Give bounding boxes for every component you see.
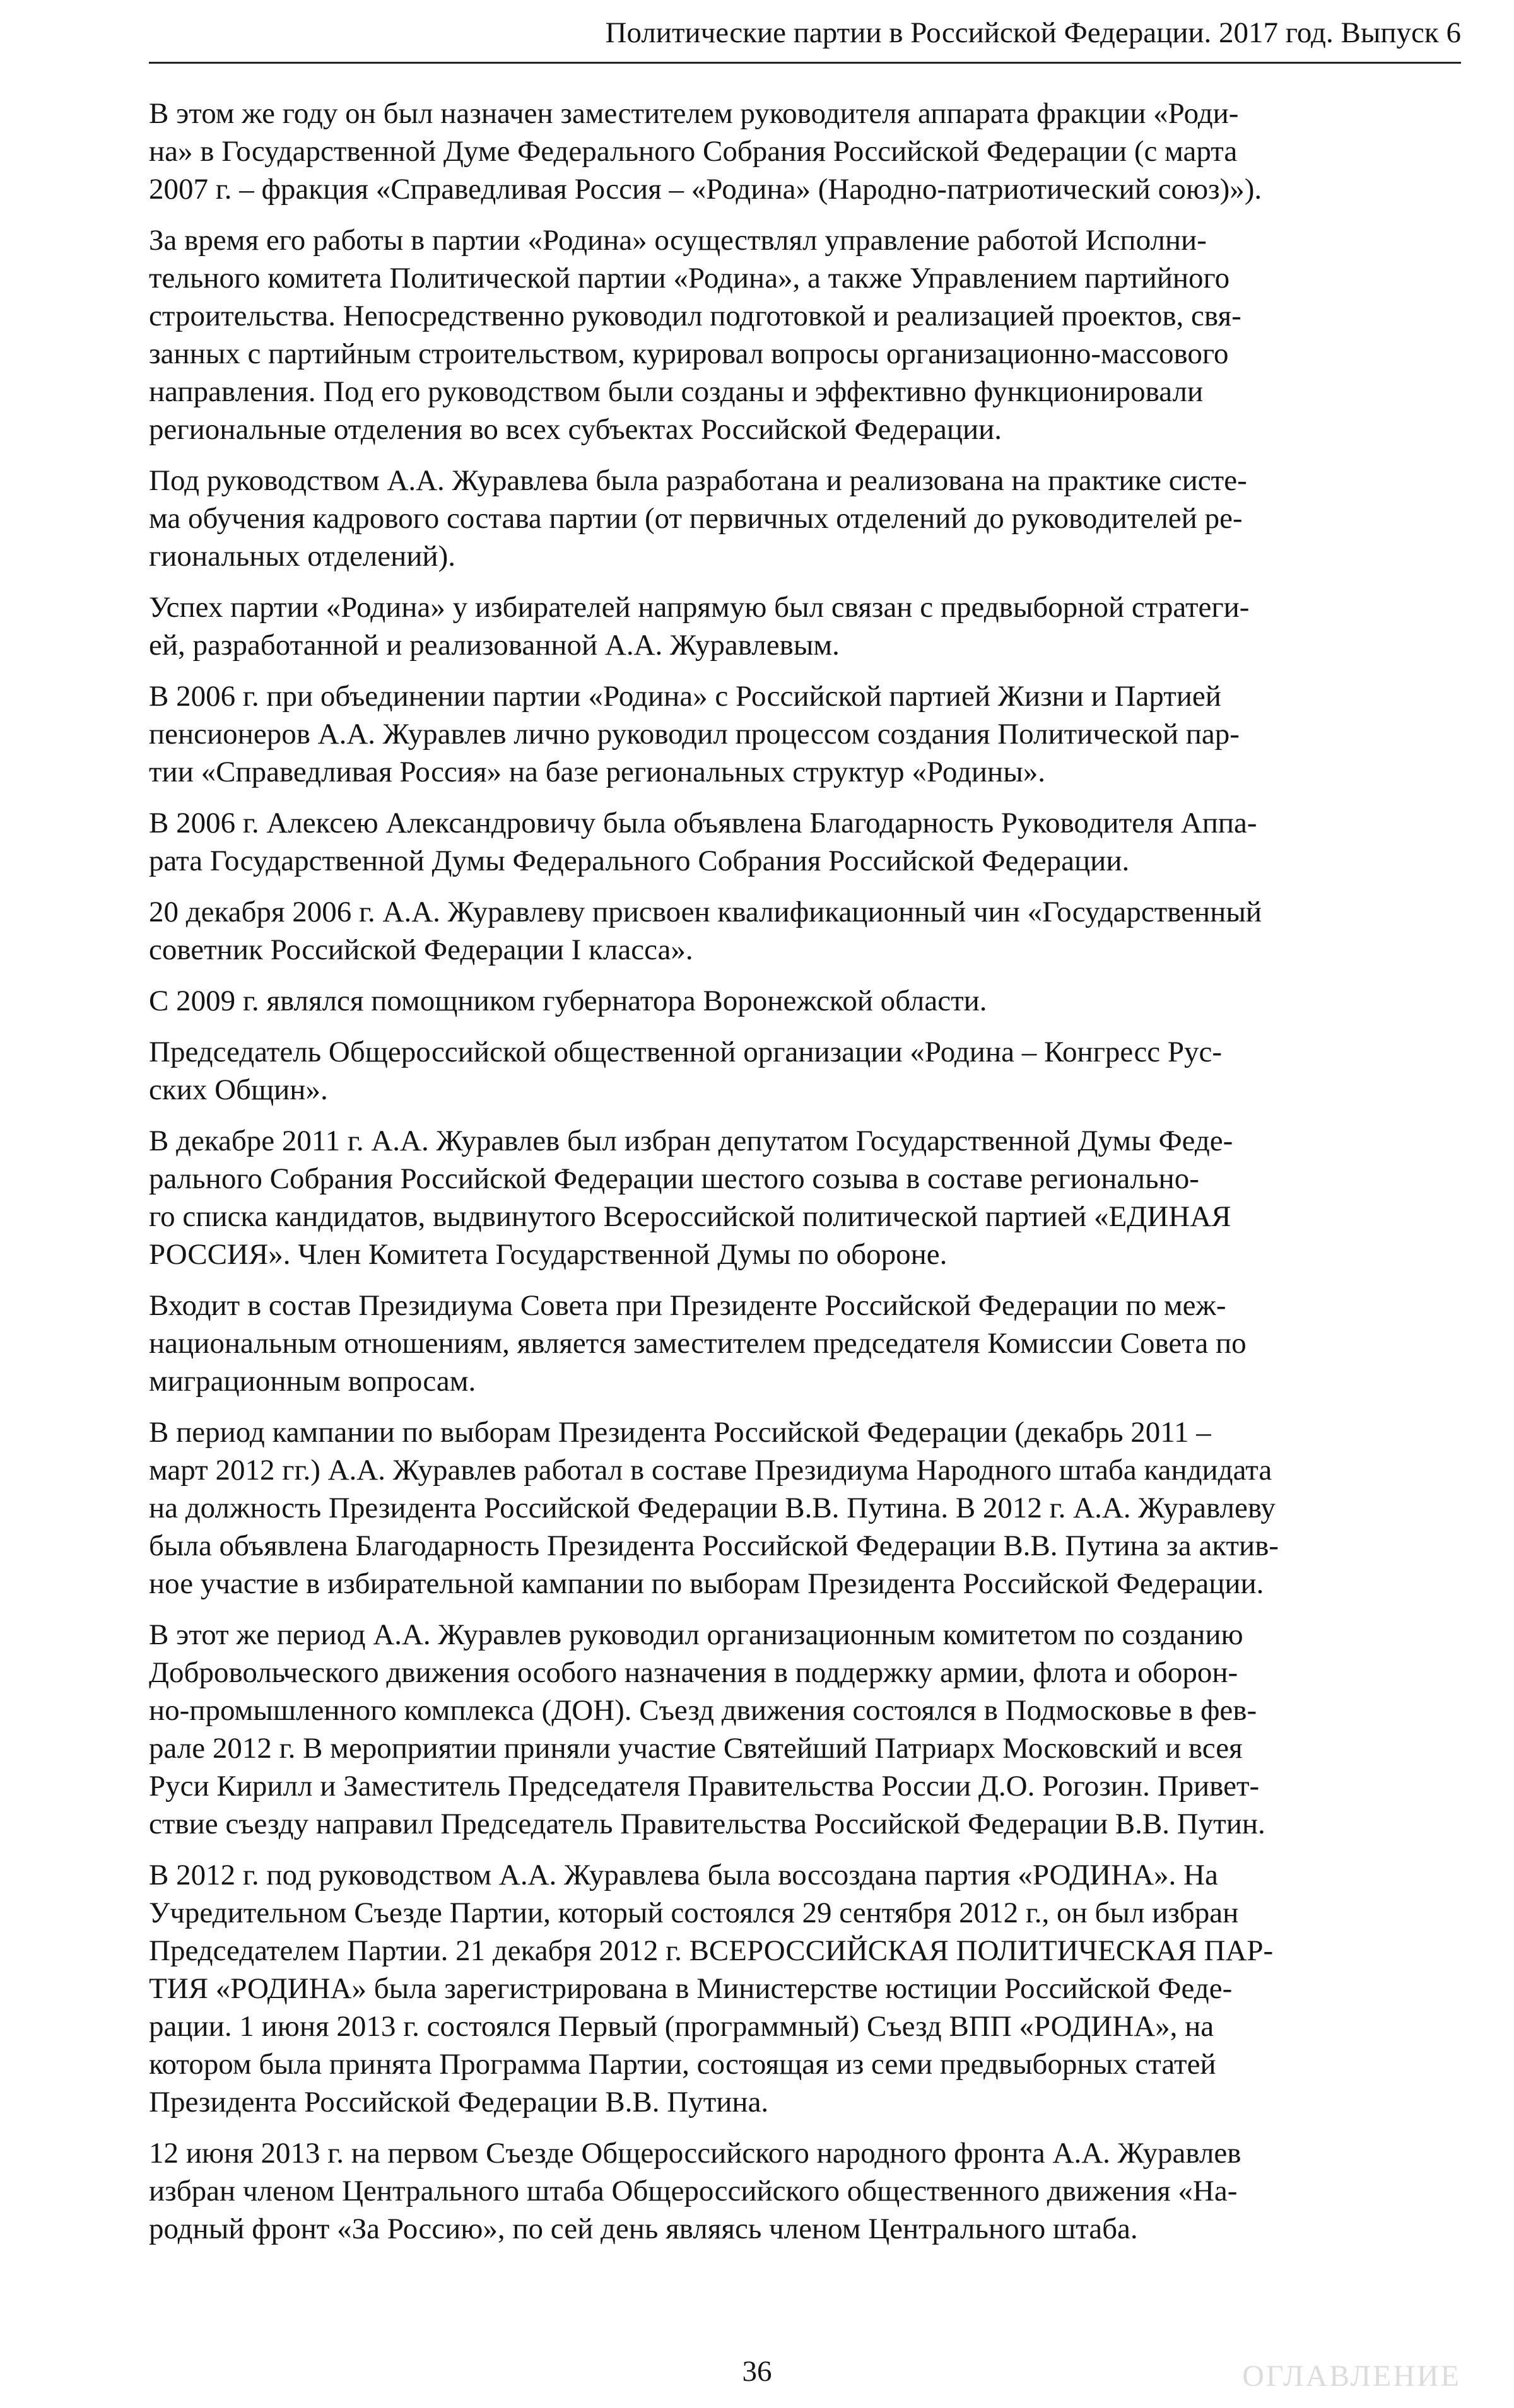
paragraph: С 2009 г. являлся помощником губернатора Воронежской области. [149,985,987,1017]
header-divider [149,62,1461,64]
paragraph: В этом же году он был назначен заместителем руководителя аппарата фракции «Роди- на» в Государственной Думе Федерального Собрания Российской Федерации (с марта 2007 г. – фракция «Справедливая Россия – «Родина» (Народно-патриотический союз)»). [149,97,1262,206]
paragraph: В 2012 г. под руководством А.А. Журавлева была воссоздана партия «РОДИНА». На Учредительном Съезде Партии, который состоялся 29 сентября 2012 г., он был избран Председателем Партии. 21 декабря 2012 г. ВСЕРОССИЙСКАЯ ПОЛИТИЧЕСКАЯ ПАР- ТИЯ «РОДИНА» была зарегистрирована в Министерстве юстиции Российской Феде- рации. 1 июня 2013 г. состоялся Первый (программный) Съезд ВПП «РОДИНА», на котором была принята Программа Партии, состоящая из семи предвыборных статей Президента Российской Федерации В.В. Путина. [149,1859,1274,2119]
body-text [149,95,1461,2261]
paragraph: Входит в состав Президиума Совета при Президенте Российской Федерации по меж- национальным отношениям, является заместителем председателя Комиссии Совета по миграционным вопросам. [149,1289,1247,1398]
paragraph: В декабре 2011 г. А.А. Журавлев был избран депутатом Государственной Думы Феде- рального Собрания Российской Федерации шестого созыва в составе регионально- го списка кандидатов, выдвинутого Всероссийской политической партией «ЕДИНАЯ РОССИЯ». Член Комитета Государственной Думы по обороне. [149,1125,1233,1271]
paragraph: В 2006 г. при объединении партии «Родина» с Российской партией Жизни и Партией пенсионеров А.А. Журавлев лично руководил процессом создания Политической пар- тии «Справедливая Россия» на базе региональных структур «Родины». [149,680,1240,788]
paragraph: Успех партии «Родина» у избирателей напрямую был связан с предвыборной стратеги- ей, разработанной и реализованной А.А. Журавлевым. [149,591,1250,662]
paragraph: В этот же период А.А. Журавлев руководил организационным комитетом по созданию Добровольческого движения особого назначения в поддержку армии, флота и оборон- но-промышленного комплекса (ДОН). Съезд движения состоялся в Подмосковье в фев- рале 2012 г. В мероприятии приняли участие Святейший Патриарх Московский и всея Руси Кирилл и Заместитель Председателя Правительства России Д.О. Рогозин. Привет- ствие съезду направил Председатель Правительства Российской Федерации В.В. Путин. [149,1618,1265,1840]
paragraph: 20 декабря 2006 г. А.А. Журавлеву присвоен квалификационный чин «Государственный советник Российской Федерации I класса». [149,896,1262,966]
paragraph: В период кампании по выборам Президента Российской Федерации (декабрь 2011 – март 2012 гг.) А.А. Журавлев работал в составе Президиума Народного штаба кандидата на должность Президента Российской Федерации В.В. Путина. В 2012 г. А.А. Журавлеву была объявлена Благодарность Президента Российской Федерации В.В. Путина за актив- ное участие в избирательной кампании по выборам Президента Российской Федерации. [149,1416,1279,1600]
paragraph: В 2006 г. Алексею Александровичу была объявлена Благодарность Руководителя Аппа- рата Государственной Думы Федерального Собрания Российской Федерации. [149,807,1257,877]
paragraph: 12 июня 2013 г. на первом Съезде Общероссийского народного фронта А.А. Журавлев избран членом Центрального штаба Общероссийского общественного движения «На- родный фронт «За Россию», по сей день являясь членом Центрального штаба. [149,2137,1241,2245]
table-of-contents-link[interactable]: ОГЛАВЛЕНИЕ [1242,2359,1461,2393]
paragraph: Председатель Общероссийской общественной организации «Родина – Конгресс Рус- ских Общин». [149,1036,1223,1106]
paragraph: За время его работы в партии «Родина» осуществлял управление работой Исполни- тельного комитета Политической партии «Родина», а также Управлением партийного строительства. Непосредственно руководил подготовкой и реализацией проектов, свя- занных с партийным строительством, курировал вопросы организационно-массового направления. Под его руководством были созданы и эффективно функционировали региональные отделения во всех субъектах Российской Федерации. [149,224,1241,446]
running-header: Политические партии в Российской Федерации. 2017 год. Выпуск 6 [605,16,1461,49]
paragraph: Под руководством А.А. Журавлева была разработана и реализована на практике систе- ма обучения кадрового состава партии (от первичных отделений до руководителей ре- гиональных отделений). [149,464,1247,573]
page-number: 36 [742,2355,772,2388]
